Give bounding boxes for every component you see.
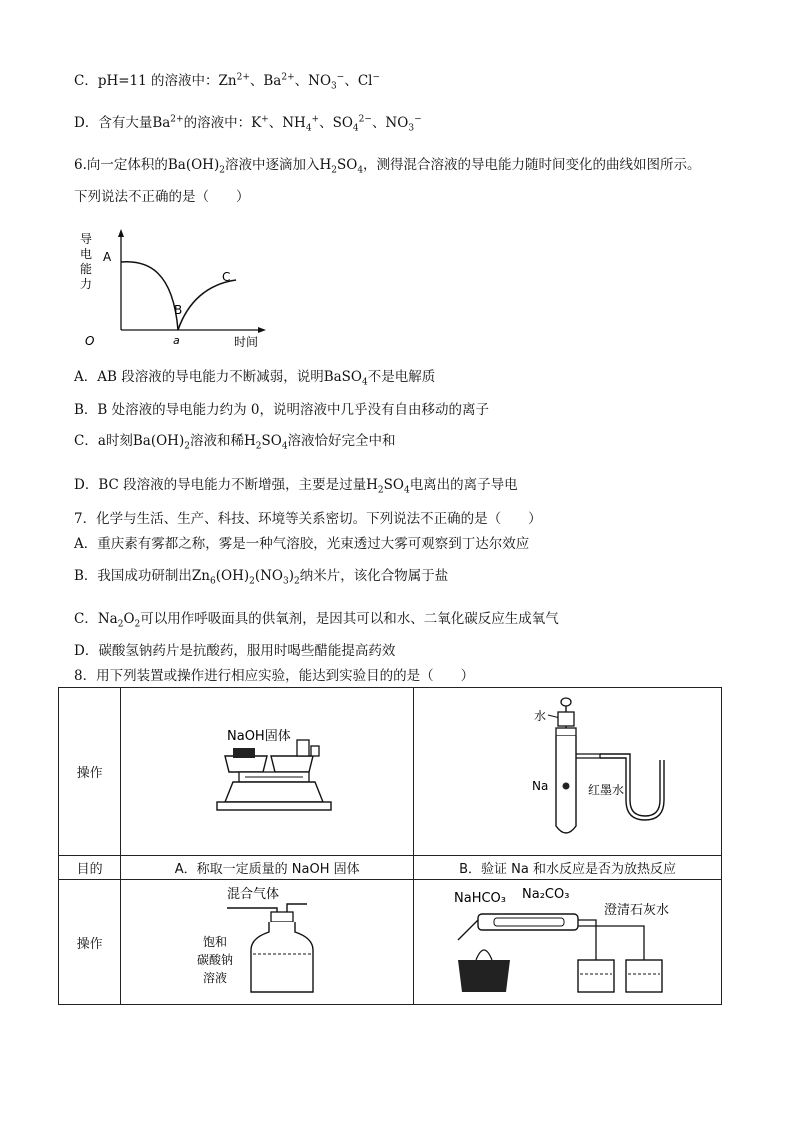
figB-ink-label: 红墨水 — [587, 782, 624, 797]
q6-option-b: B．B 处溶液的导电能力约为 0，说明溶液中几乎没有自由移动的离子 — [74, 402, 490, 418]
figA-base — [225, 782, 323, 802]
figD-na2co3-label: Na₂CO₃ — [521, 887, 569, 902]
graph-x-arrow — [258, 327, 266, 333]
graph-xlabel: 时间 — [234, 335, 259, 349]
figB-stopcock — [558, 712, 574, 726]
figB-na-label: Na — [531, 778, 548, 793]
figC-sol-line1: 饱和 — [203, 935, 228, 949]
figD-lime-label: 澄清石灰水 — [603, 903, 669, 918]
graph-point-a: A — [103, 250, 112, 264]
figD-inner-tube — [494, 918, 564, 926]
q6-option-d: D．BC 段溶液的导电能力不断增强，主要是过量$H_2SO_4$电离出的离子导电 — [74, 477, 518, 496]
purpose-b: B．验证 Na 和水反应是否为放热反应 — [414, 856, 722, 880]
cell-figure-c — [121, 880, 414, 1005]
figD-flame — [476, 950, 492, 960]
figA-right-pan — [271, 756, 313, 772]
q8-stem: 8．用下列装置或操作进行相应实验，能达到实验目的的是（ ） — [74, 668, 475, 684]
cell-figure-b — [414, 688, 722, 856]
figD-clamp — [458, 920, 478, 940]
cell-figure-d — [414, 880, 722, 1005]
q8-experiment-table — [58, 687, 722, 1005]
row-label-operation-2: 操作 — [59, 880, 121, 1005]
cell-figure-a — [121, 688, 414, 856]
figD-beaker-2 — [626, 960, 662, 992]
figD-nahco3-label: NaHCO₃ — [453, 891, 506, 906]
q7-option-b: B．我国成功研制出$Zn_6(OH)_2(NO_3)_2$纳米片，该化合物属于盐 — [74, 568, 449, 587]
figA-naoh-solid — [233, 748, 255, 758]
graph-ylabel-3: 能 — [80, 262, 93, 276]
figC-stopper — [271, 912, 293, 922]
q7-option-c: C．$Na_2O_2$可以用作呼吸面具的供氧剂，是因其可以和水、二氧化碳反应生成氧气 — [74, 611, 559, 630]
q7-option-a: A．重庆素有雾都之称，雾是一种气溶胶，光束透过大雾可观察到丁达尔效应 — [74, 536, 530, 552]
figA-naoh-label: NaOH固体 — [227, 728, 291, 744]
graph-origin: O — [85, 334, 95, 348]
table-row-operation-1 — [59, 688, 722, 856]
figC-sol-line2: 碳酸钠 — [197, 953, 234, 967]
gas-washing-bottle-figure — [167, 880, 367, 1000]
row-label-operation: 操作 — [59, 688, 121, 856]
graph-point-b: B — [174, 303, 183, 317]
figB-side-tube — [576, 754, 600, 758]
figB-stopper — [556, 728, 576, 736]
q6-option-a: A．AB 段溶液的导电能力不断减弱，说明BaSO$_4$不是电解质 — [74, 369, 436, 388]
figB-sodium — [562, 782, 569, 789]
figC-gas-label: 混合气体 — [227, 887, 280, 902]
figB-funnel-top — [561, 698, 571, 706]
figA-weight-2 — [311, 746, 319, 756]
graph-tick-a: a — [173, 334, 180, 347]
figA-weight-1 — [297, 740, 309, 756]
q6-stem-line2: 下列说法不正确的是（ ） — [74, 189, 250, 205]
graph-point-c: C — [222, 270, 231, 284]
figD-beaker-1 — [578, 960, 614, 992]
figA-left-pan — [225, 756, 267, 772]
q5-option-d: D．含有大量$Ba^{2+}$的溶液中：K+、$NH_4^+$、$SO_4^{2-}$、$NO_3^-$ — [74, 114, 422, 134]
figB-water-label: 水 — [533, 708, 546, 723]
graph-ylabel-2: 电 — [80, 247, 93, 261]
row-label-purpose: 目的 — [59, 856, 121, 880]
heating-comparison-figure — [418, 880, 718, 1000]
figC-liquid — [253, 954, 311, 990]
q6-stem: 6.向一定体积的$Ba(OH)_2$溶液中逐滴加入$H_2SO_4$，测得混合溶液的导电能力随时间变化的曲线如图所示。 — [74, 157, 701, 176]
purpose-a: A．称取一定质量的 NaOH 固体 — [121, 856, 414, 880]
conductivity-curve — [121, 262, 236, 330]
balance-apparatus-figure — [167, 690, 367, 850]
na-water-apparatus-figure — [448, 690, 688, 850]
graph-y-arrow — [118, 229, 124, 237]
q5-option-c: C．pH=11 的溶液中：$Zn^{2+}$、$Ba^{2+}$、$NO_3^-$、Cl− — [74, 72, 381, 92]
graph-ylabel-4: 力 — [80, 277, 93, 291]
figD-burner — [458, 960, 510, 992]
table-row-purpose — [59, 856, 722, 880]
table-row-operation-2 — [59, 880, 722, 1005]
q6-option-c: C．a时刻$Ba(OH)_2$溶液和稀$H_2SO_4$溶液恰好完全中和 — [74, 433, 396, 452]
q7-stem: 7．化学与生活、生产、科技、环境等关系密切。下列说法不正确的是（ ） — [74, 511, 542, 527]
graph-ylabel-1: 导 — [80, 232, 93, 246]
q7-option-d: D．碳酸氢钠药片是抗酸药，服用时喝些醋能提高药效 — [74, 643, 396, 659]
figC-sol-line3: 溶液 — [203, 971, 228, 985]
conductivity-graph — [78, 226, 278, 350]
figA-foot — [217, 802, 331, 810]
